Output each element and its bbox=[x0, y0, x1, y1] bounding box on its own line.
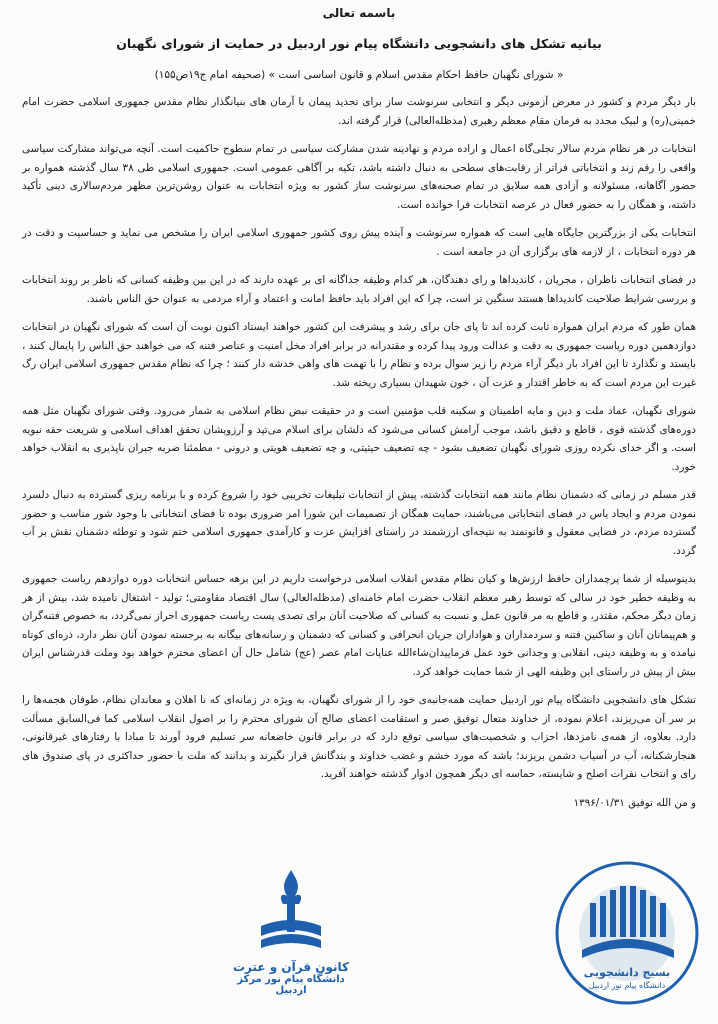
basij-logo-top-text: بسیج دانشجویی bbox=[583, 966, 671, 979]
basmala-heading: باسمه تعالی bbox=[322, 6, 396, 20]
paragraph-7: قدر مسلم در زمانی که دشمنان نظام مانند همه انتخابات گذشته، پیش از انتخابات تبلیغات تخریبی خود را شروع کرده و با برنامه ریزی گسترده به دنبال دلسرد نمودن مردم و ایجاد یاس در فضای انتخاباتی می‌باشند، حمایت همگان از تصمیمات این شورا امر ضروری بوده تا فضای انتخاباتی با وجود شور مناسب و حضور گسترده مردم، در فضایی معقول و قانونمند به نتیجه‌ای ارزشمند در راستای افزایش عزت و کارآمدی جمهوری اسلامی ختم شود و توطئه دشمنان نقش بر آب گردد. bbox=[22, 489, 696, 557]
basij-logo-bottom-text: دانشگاه پیام نور اردبیل bbox=[588, 981, 666, 990]
quran-etrat-subtitle: دانشگاه پیام نور مرکز اردبیل bbox=[237, 974, 345, 996]
paragraph-8: بدینوسیله از شما پرچمداران حافظ ارزش‌ها و کیان نظام مقدس انقلاب اسلامی درخواست داریم در این برهه حساس انتخابات دوره دوازدهم ریاست جمهوری به وظیفه خطیر خود در سالی که توسط رهبر معظم انقلاب حضرت امام خامنه‌ای (مدظله‌العالی) سال اقتصاد مقاومتی؛ تولید - اشتغال نامیده شد، بیش از هر زمان دیگر محکم، مقتدر، و قاطع به مر قانون عمل و نسبت به کسانی که صلاحیت آنان برای تصدی پست ریاست جمهوری احراز نمی‌گردد، به خصوص فتنه‌گران و هم‌پیمانان آنان و ساکنین فتنه و سردمداران و هواداران جریان انحرافی و کسانی که دشمنان و رسانه‌های بیگانه به برجسته نمودن آنان نظر دارد، ذره‌ای کوتاه نیامده و به وظیفه دینی، انقلابی و وجدانی خود عمل فرمایید‌ان‌شاءالله عنایات امام عصر (عج) شامل حال آن اعضای محترم خواهد بود وملت قدرشناس ایران بیش از پیش در راستای این وظیفه الهی از شما حمایت خواهد کرد. bbox=[22, 573, 696, 678]
quran-etrat-logo bbox=[226, 866, 356, 1016]
paragraph-6: شورای نگهبان، عماد ملت و دین و مایه اطمینان و سکینه قلب مؤمنین است و در حقیقت نبض نظام اسلامی به شمار می‌رود. وقتی شورای نگهبان مثل همه دوره‌های گذشته قوی ، قاطع و دقیق باشد، موجب آرامش کسانی می‌شود که دلشان برای اسلام می‌تپد و آرزویشان تحقق اهداف اسلامی و شریعت حقه نبویه است. و اگر خدای نکرده روزی شورای نگهبان تضعیف بشود - چه تضعیف حیثیتی، و چه تضعیف هویتی و درونی - مطمئنا ضربه جبران ناپذیری به انقلاب خواهد خورد. bbox=[22, 405, 696, 473]
quran-etrat-title: کانون قرآن و عترت bbox=[232, 960, 350, 974]
basij-logo bbox=[552, 858, 702, 1008]
closing-date-line: و من الله توفیق ۱۳۹۶/۰۱/۳۱ bbox=[573, 796, 696, 809]
paragraph-3: انتخابات یکی از بزرگترین جایگاه هایی است که همواره سرنوشت و آینده پیش روی کشور جمهوری اسلامی ایران را مشخص می نماید و حساسیت و دقت در هر دوره انتخابات ، از لازمه های برگزاری آن در جامعه است . bbox=[22, 227, 696, 258]
paragraph-5: همان طور که مردم ایران همواره ثابت کرده اند تا پای جان برای رشد و پیشرفت این کشور خواهند ایستاد اکنون نوبت آن است که شورای نگهبان در انتخابات دوازدهمین دوره ریاست جمهوری به دقت و عدالت ورود پیدا کرده و مقتدرانه در برابر افراد مخل امنیت و عناصر فتنه که می خواهند حق الناس را پایمال کنند ، بایستد و نگذارد تا این افراد بار دیگر آراء مردم را زیر سوال برده و نظام را با تهمت های واهی خدشه دار کنند ؛ چرا که نظام مقدس جمهوری اسلامی ایران رگ غیرت این مردم است که به خاطر اقتدار و عزت آن ، خون شهیدان بسیاری ریخته شد. bbox=[22, 321, 696, 389]
basij-emblem-icon bbox=[552, 858, 702, 1008]
paragraph-9: تشکل های دانشجویی دانشگاه پیام نور اردبیل حمایت همه‌جانبه‌ی خود را از شورای نگهبان، به ویژه در زمانه‌ای که نا اهلان و معاندان نظام، طوفان هجمه‌ها را بر سر آن می‌ریزند، اعلام نموده، از خداوند متعال توفیق صبر و استقامت اعضای صالح آن شورای محترم را بر اصول انقلاب اسلامی کما فی‌السابق مسألت دارد. بعلاوه، از همه‌ی نامزدها، احزاب و شخصیت‌های سیاسی توقع دارد که در برابر قانون خاضعانه سر تسلیم فرود آورند تا مبادا با رفتارهای غیرقانونی، هنجارشکنانه، آب در آسیاب دشمن بریزند؛ باشد که مورد خشم و غضب خداوند و بندگانش قرار نگیرند و بدانند که ملت با حضور حداکثری در پای صندوق های رای و انتخاب نفرات اصلح و شایسته، حماسه ای دیگر همچون ادوار گذشته خواهند آفرید. bbox=[22, 694, 696, 780]
epigraph-quote: « شورای نگهبان حافظ احکام مقدس اسلام و قانون اساسی است » (صحیفه امام ج۱۹ص۱۵۵) bbox=[154, 69, 564, 81]
statement-title: بیانیه تشکل های دانشجویی دانشگاه پیام نور اردبیل در حمایت از شورای نگهبان bbox=[116, 36, 602, 51]
paragraph-1: بار دیگر مردم و کشور در معرض آزمونی دیگر و انتخابی سرنوشت ساز برای تجدید پیمان با آرمان های بنیانگذار نظام مقدس جمهوری اسلامی حضرت امام خمینی(ره) و لبیک مجدد به فرمان مقام معظم رهبری (مدظله‌العالی) قرار گرفته اند. bbox=[22, 96, 696, 127]
paragraph-4: در فضای انتخابات ناظران ، مجریان ، کاندیداها و رای دهندگان، هر کدام وظیفه جداگانه ای بر عهده دارند که در این بین وظیفه کسانی که ناظر بر روند انتخابات و بررسی شرایط صلاحیت کاندیداها هستند سنگین تر است، چرا که این افراد باید حافظ امانت و اعتماد و آراء مردمی به عنوان حق الناس باشند. bbox=[22, 274, 696, 305]
quran-torch-icon bbox=[251, 866, 331, 956]
paragraph-2: انتخابات در هر نظام مردم سالار تجلی‌گاه اعمال و اراده مردم و نهادینه شدن مشارکت سیاسی در تمام سطوح حاکمیت است. آنچه می‌تواند مشارکت سیاسی واقعی را رقم زند و انتخاباتی فراتر از رقابت‌های سطحی به دنبال داشته باشد، تکیه بر آگاهی عمومی است. جمهوری اسلامی طی ۳۸ سال گذشته همواره بر حضور آگاهانه، مسئولانه و آزادی همه سلایق در تمام صحنه‌های سرنوشت ساز کشور به ویژه انتخابات به عنوان روشن‌ترین مظهر مردم‌سالاری دینی تأکید داشته، و همگان را به حضور فعال در عرصه انتخابات فرا خوانده است. bbox=[22, 143, 696, 211]
